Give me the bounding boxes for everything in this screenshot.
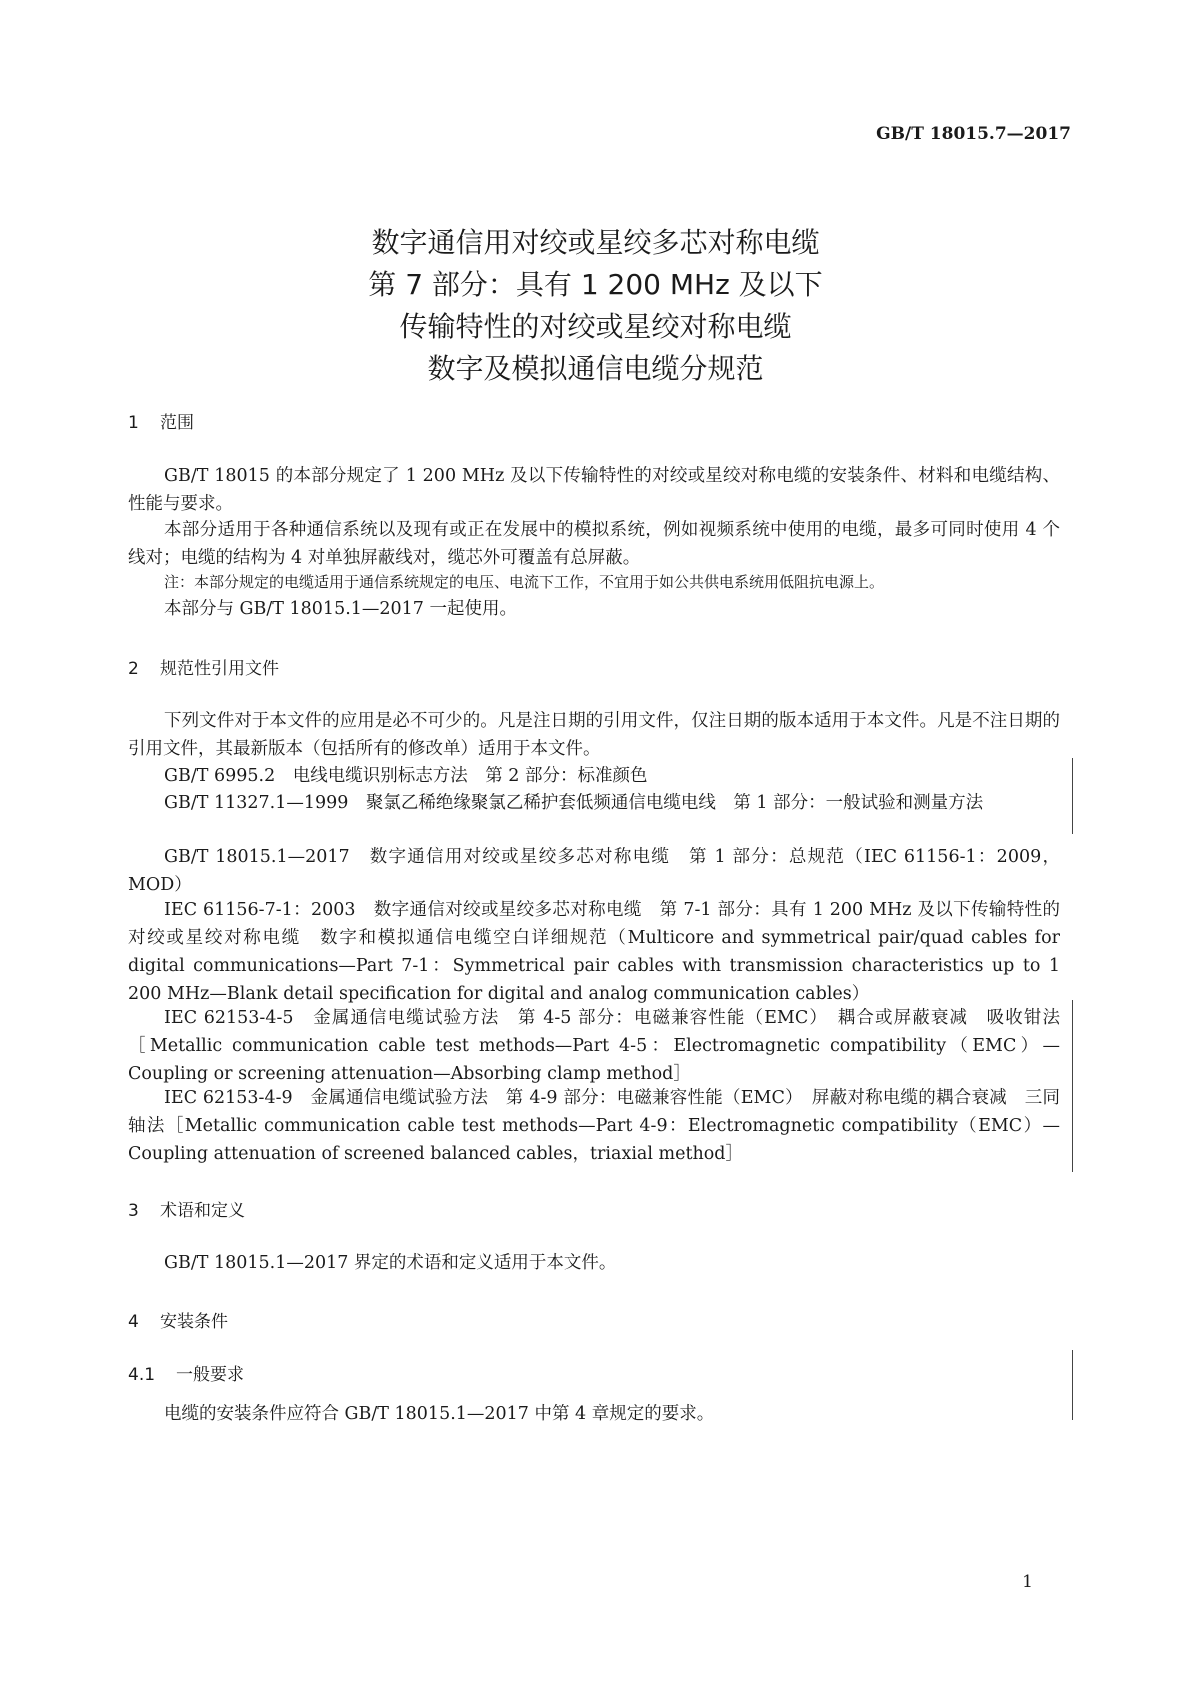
reference-item: IEC 61156-7-1：2003 数字通信对绞或星绞多芯对称电缆 第 7-1 部分：具有 1 200 MHz 及以下传输特性的对绞或星绞对称电缆 数字和模拟通信电缆空白详细规范（Multicore and symmetrical pair/quad cables for digital communications—Part 7-1：Symmetrical pair cables with transmission characteristics up to 1 200 MHz—Blank detail specification for digital and analog communication cables）: [128, 900, 1060, 1004]
document-title: [0, 222, 1191, 390]
title-line-4: 数字及模拟通信电缆分规范: [427, 352, 764, 385]
section-heading-2: [128, 654, 279, 679]
section-title: 规范性引用文件: [160, 659, 279, 679]
section-number: 3: [128, 1201, 139, 1221]
reference-item: GB/T 11327.1—1999 聚氯乙稀绝缘聚氯乙稀护套低频通信电缆电线 第 1 部分：一般试验和测量方法: [164, 793, 984, 813]
change-bar: [1072, 758, 1073, 834]
installation-paragraph: 电缆的安装条件应符合 GB/T 18015.1—2017 中第 4 章规定的要求。: [164, 1404, 715, 1424]
section-title: 安装条件: [160, 1312, 228, 1332]
references-intro: 下列文件对于本文件的应用是必不可少的。凡是注日期的引用文件，仅注日期的版本适用于本文件。凡是不注日期的引用文件，其最新版本（包括所有的修改单）适用于本文件。: [128, 711, 1060, 759]
reference-item: IEC 62153-4-9 金属通信电缆试验方法 第 4-9 部分：电磁兼容性能（EMC） 屏蔽对称电缆的耦合衰减 三同轴法［Metallic communication cable test methods—Part 4-9：Electromagnetic compatibility（EMC）—Coupling attenuation of screened balanced cables，triaxial method］: [128, 1088, 1060, 1164]
section-title: 范围: [160, 413, 194, 433]
section-title: 术语和定义: [160, 1201, 245, 1221]
terms-paragraph: GB/T 18015.1—2017 界定的术语和定义适用于本文件。: [164, 1253, 617, 1273]
subsection-number: 4.1: [128, 1365, 156, 1385]
title-line-2: 第 7 部分：具有 1 200 MHz 及以下: [368, 268, 823, 301]
title-line-3: 传输特性的对绞或星绞对称电缆: [399, 310, 792, 343]
scope-paragraph-2: 本部分适用于各种通信系统以及现有或正在发展中的模拟系统，例如视频系统中使用的电缆，最多可同时使用 4 个线对；电缆的结构为 4 对单独屏蔽线对，缆芯外可覆盖有总屏蔽。: [128, 520, 1060, 568]
section-number: 2: [128, 659, 139, 679]
section-heading-4: [128, 1307, 228, 1332]
section-number: 4: [128, 1312, 139, 1332]
section-heading-3: [128, 1196, 245, 1221]
scope-paragraph-3: 本部分与 GB/T 18015.1—2017 一起使用。: [164, 599, 517, 619]
page-number: 1: [1022, 1572, 1033, 1592]
reference-item: GB/T 18015.1—2017 数字通信用对绞或星绞多芯对称电缆 第 1 部分：总规范（IEC 61156-1：2009，MOD）: [128, 847, 1060, 895]
title-line-1: 数字通信用对绞或星绞多芯对称电缆: [371, 226, 820, 259]
scope-paragraph-1: GB/T 18015 的本部分规定了 1 200 MHz 及以下传输特性的对绞或星绞对称电缆的安装条件、材料和电缆结构、性能与要求。: [128, 466, 1060, 514]
subsection-heading-4-1: [128, 1360, 244, 1385]
change-bar: [1072, 1000, 1073, 1172]
reference-item: IEC 62153-4-5 金属通信电缆试验方法 第 4-5 部分：电磁兼容性能（EMC） 耦合或屏蔽衰减 吸收钳法［Metallic communication cable test methods—Part 4-5：Electromagnetic compatibility（EMC）—Coupling or screening attenuation—Absorbing clamp method］: [128, 1008, 1060, 1084]
change-bar: [1072, 1350, 1073, 1420]
scope-note: 注：本部分规定的电缆适用于通信系统规定的电压、电流下工作，不宜用于如公共供电系统用低阻抗电源上。: [164, 573, 885, 591]
section-number: 1: [128, 413, 139, 433]
reference-item: GB/T 6995.2 电线电缆识别标志方法 第 2 部分：标准颜色: [164, 766, 648, 786]
subsection-title: 一般要求: [176, 1365, 244, 1385]
standard-code: GB/T 18015.7—2017: [876, 124, 1071, 144]
section-heading-1: [128, 408, 194, 433]
